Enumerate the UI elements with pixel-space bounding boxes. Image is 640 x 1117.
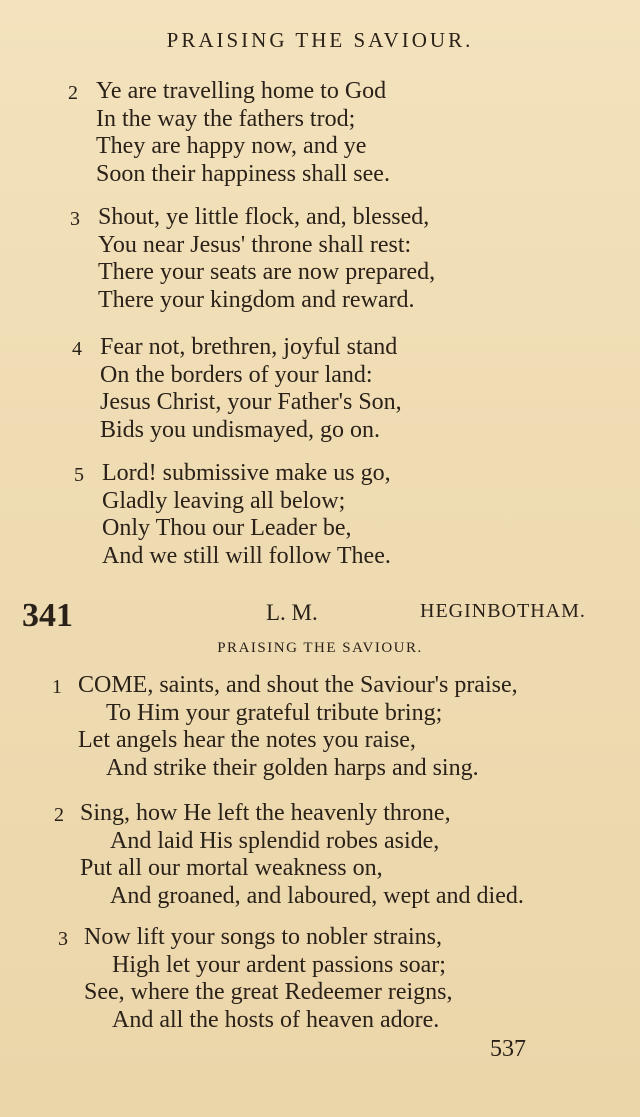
verse-block: [68, 78, 390, 188]
verse-line: There your kingdom and reward.: [98, 286, 415, 313]
verse-line: And groaned, and laboured, wept and died.: [110, 882, 524, 909]
verse-line: Soon their happiness shall see.: [96, 160, 390, 187]
verse-block: [74, 460, 391, 570]
verse-line: You near Jesus' throne shall rest:: [98, 231, 412, 258]
verse-number: 2: [54, 804, 64, 826]
verse-line: See, where the great Redeemer reigns,: [84, 979, 453, 1005]
verse-line: In the way the fathers trod;: [96, 105, 356, 132]
verse-block: [70, 204, 436, 314]
verse-line: And strike their golden harps and sing.: [106, 754, 479, 781]
verse-line: Now lift your songs to nobler strains,: [84, 924, 442, 950]
hymn-meter: L. M.: [266, 600, 318, 625]
verse-number: 5: [74, 464, 84, 486]
verse-block: [72, 334, 402, 444]
hymn-number: 341: [22, 597, 73, 634]
verse-number: 1: [52, 676, 62, 698]
verse-line: And we still will follow Thee.: [102, 542, 391, 569]
verse-line: Sing, how He left the heavenly throne,: [80, 800, 451, 826]
hymn-author: HEGINBOTHAM.: [420, 600, 586, 622]
verse-line: Ye are travelling home to God: [96, 78, 387, 104]
verse-block: [54, 800, 524, 910]
page-number: 537: [490, 1036, 526, 1062]
verse-line: Shout, ye little flock, and, blessed,: [98, 204, 430, 230]
verse-line: They are happy now, and ye: [96, 133, 367, 159]
verse-number: 2: [68, 82, 78, 104]
verse-line: Gladly leaving all below;: [102, 487, 346, 514]
verse-line: Only Thou our Leader be,: [102, 515, 352, 541]
verse-block: [52, 672, 518, 782]
verse-number: 3: [58, 928, 68, 950]
verse-number: 3: [70, 208, 80, 230]
verse-line: And all the hosts of heaven adore.: [112, 1006, 440, 1033]
verse-block: [58, 924, 453, 1034]
verse-line: Jesus Christ, your Father's Son,: [100, 389, 402, 415]
verse-line: There your seats are now prepared,: [98, 259, 436, 285]
running-head: PRAISING THE SAVIOUR.: [166, 28, 474, 52]
verse-line: Fear not, brethren, joyful stand: [100, 334, 398, 360]
verse-line: Put all our mortal weakness on,: [80, 855, 383, 881]
verse-line: Bids you undismayed, go on.: [100, 416, 380, 443]
verse-number: 4: [72, 338, 82, 360]
verse-line: COME, saints, and shout the Saviour's praise,: [78, 672, 518, 698]
verse-line: And laid His splendid robes aside,: [110, 827, 440, 854]
verse-line: Lord! submissive make us go,: [102, 460, 391, 486]
verse-line: High let your ardent passions soar;: [112, 951, 446, 978]
verse-line: Let angels hear the notes you raise,: [78, 727, 416, 753]
verse-line: On the borders of your land:: [100, 361, 373, 388]
hymn-title: PRAISING THE SAVIOUR.: [217, 640, 423, 656]
verse-line: To Him your grateful tribute bring;: [106, 699, 443, 726]
